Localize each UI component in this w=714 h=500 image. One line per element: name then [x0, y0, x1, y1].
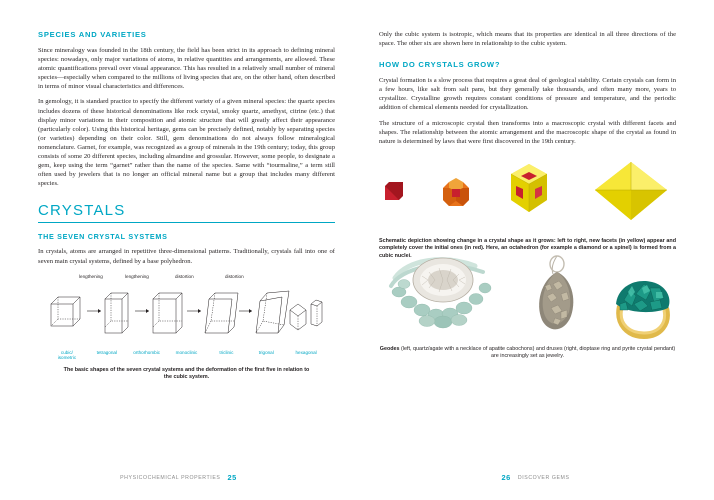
pyrite-druse: [539, 272, 573, 329]
figure-caption: The basic shapes of the seven crystal systems and the deformation of the first five in relation to the cubic system.: [63, 366, 310, 381]
figure-operation-labels: [47, 274, 326, 282]
caption-lead: Geodes: [379, 345, 400, 352]
seven-crystal-systems-heading: THE SEVEN CRYSTAL SYSTEMS: [38, 232, 168, 242]
stage-1-cube: [385, 182, 403, 200]
running-head: DISCOVER GEMS: [517, 474, 570, 481]
operation-label: lengthening: [79, 273, 103, 279]
chapter-title-crystals: CRYSTALS: [38, 202, 126, 220]
stage-4-octahedron: [595, 162, 667, 220]
stage-3-cuboctahedron: [511, 164, 547, 212]
system-label-trigonal: trigonal: [258, 349, 274, 355]
body-paragraph: In gemology, it is standard practice to specify the different variety of a given mineral species: the quartz species includes dozens of these historical denominations like rock crystal, smoky quartz, amethyst, citrine (etc.) that display minor variations in their composition and atomic structure that will greatly affect their appearance (particularly color). Using this historical heritage, gems can be precisely defined, notably by separating species (or varieties) depending on their color. Still, gem denominations do not always follow mineralogical nomenclature. Garnet, for example, was recognized as a group of minerals in the 19th century; today, this group consists of some 20 different species, including almandine and grossular. However, some people, to designate a gem, keep using the term “garnet” rather than the name of the species. Same with “tourmaline,” a term still often used by jewelers that is no longer an official mineral name but a group that includes many different species.: [38, 98, 335, 188]
operation-label: distortion: [225, 273, 244, 279]
crystal-growth-caption: Schematic depiction showing change in a crystal shape as it grows: left to right, new facets (in yellow) appear and completely cover the initial ones (in red). Here, an octahedron (for example a diamond or a spinel) is formed from a cubic nuclei.: [379, 237, 676, 260]
right-page: [357, 0, 714, 500]
pendant-illustration: [531, 254, 583, 340]
operation-label: lengthening: [125, 273, 149, 279]
body-paragraph: The structure of a microscopic crystal then transforms into a macroscopic crystal with different facets and shapes. The relationship between the atomic arrangement and the macroscopic shape of the crystal as found in nature is determined by laws that were first discovered in the 19th century.: [379, 119, 676, 145]
crystal-systems-diagram: [47, 282, 326, 348]
crystal-systems-figure: [38, 274, 335, 382]
body-paragraph: Only the cubic system is isotropic, which means that its properties are identical in all three directions of the space. The other six are shown here in relationship to the cubic system.: [379, 31, 676, 48]
crystal-growth-illustration: [379, 156, 676, 260]
how-crystals-grow-heading: HOW DO CRYSTALS GROW?: [379, 60, 501, 70]
system-label-hexagonal: hexagonal: [295, 349, 317, 355]
jewelry-photo-row: [379, 248, 676, 340]
footer-right: [357, 473, 714, 482]
quartz-agate-geode: [413, 258, 473, 302]
dioptase-crystals: [616, 281, 669, 312]
system-label-monoclinic: monoclinic: [175, 349, 198, 355]
body-paragraph: Since mineralogy was founded in the 18th century, the field has been strict in its approach to defining mineral species: nowadays, only major variations of atoms, in relative quantities and arrangements, are allowed. These atomic quantifications prevail over visual appearance. This has resulted in a relatively small number of mineral species—especially when compared to the millions of living species that are, on the other hand, often described in terms of minor visual characteristics and differences.: [38, 47, 335, 91]
system-label-tetragonal: tetragonal: [96, 349, 117, 355]
caption-rest: (left, quartz/agate with a necklace of apatite cabochons) and druses (right, dioptase ring and pyrite crystal pendant) are increasingly set as jewelry.: [399, 345, 676, 360]
system-label-orthorhombic: orthorhombic: [133, 349, 161, 355]
crystal-system-labels: [47, 350, 326, 361]
page-number: 25: [227, 473, 237, 482]
body-paragraph: In crystals, atoms are arranged in repetitive three-dimensional patterns. Traditionally, crystals fall into one of seven main crystal systems, defined by a base polyhedron.: [38, 248, 335, 265]
footer-left: [0, 473, 357, 482]
crystal-growth-diagram: [379, 156, 676, 230]
chapter-divider: [38, 222, 335, 223]
operation-label: distortion: [175, 273, 194, 279]
system-label-cubic: cubic/ isometric: [57, 349, 77, 361]
jewelry-photo-caption: [379, 346, 676, 361]
stage-2-truncated-cube: [443, 178, 469, 206]
dioptase-ring-photo: [606, 276, 676, 340]
pyrite-crystal-pendant-photo: [531, 254, 583, 340]
body-paragraph: Crystal formation is a slow process that requires a great deal of geological stability. Certain crystals can form in a few hours, like salt from salt pans, but they generally take thousands, and often many more, years to crystallize. Crystalline growth requires constant conditions of pressure and temperature, and the periodic addition of chemical elements needed for crystallization.: [379, 77, 676, 112]
ring-illustration: [606, 276, 676, 340]
geode-necklace-photo: [379, 252, 507, 340]
species-varieties-heading: SPECIES AND VARIETIES: [38, 30, 147, 39]
system-label-triclinic: triclinic: [219, 349, 234, 355]
page-number: 26: [501, 473, 511, 482]
necklace-illustration: [379, 252, 507, 340]
running-head: PHYSICOCHEMICAL PROPERTIES: [120, 474, 221, 481]
